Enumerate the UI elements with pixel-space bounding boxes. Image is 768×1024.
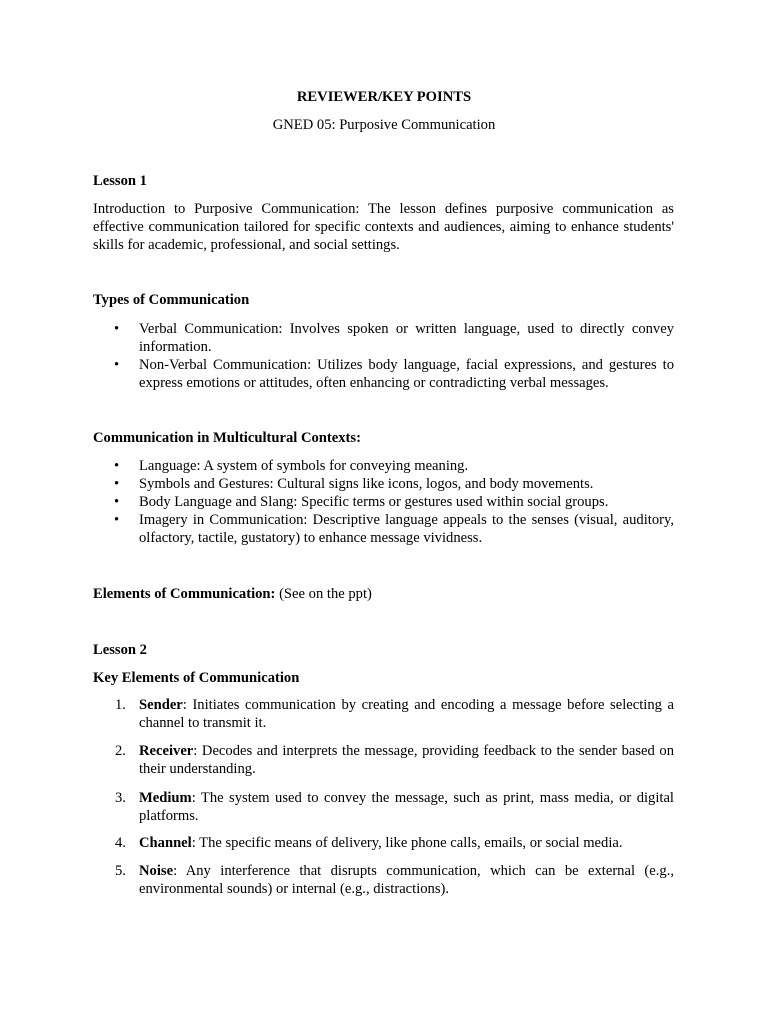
- item-term: Channel: [139, 835, 192, 851]
- bullet-icon: •: [114, 357, 120, 373]
- list-item: [93, 475, 674, 493]
- item-text: : Initiates communication by creating and encoding a message before selecting a channel to transmit it.: [139, 697, 674, 731]
- list-item: [93, 356, 674, 392]
- list-item: [93, 834, 674, 852]
- elements-heading: Elements of Communication:: [93, 586, 276, 602]
- lesson2-heading: Lesson 2: [93, 642, 147, 658]
- elements-line: [93, 585, 674, 603]
- list-item: [93, 742, 674, 778]
- bullet-icon: •: [114, 321, 120, 337]
- list-item: [93, 511, 674, 547]
- elements-note: (See on the ppt): [275, 586, 372, 602]
- item-number: 2.: [115, 743, 126, 759]
- item-term: Noise: [139, 863, 174, 879]
- list-item: [93, 320, 674, 356]
- key-elements-list: [93, 789, 674, 825]
- item-text: : The system used to convey the message, such as print, mass media, or digital platforms.: [139, 790, 674, 824]
- multicultural-heading: Communication in Multicultural Contexts:: [93, 430, 361, 446]
- item-text: : Decodes and interprets the message, providing feedback to the sender based on their understanding.: [139, 743, 674, 777]
- bullet-icon: •: [114, 512, 120, 528]
- key-elements-list: [93, 834, 674, 852]
- list-item: [93, 862, 674, 898]
- bullet-icon: •: [114, 476, 120, 492]
- list-item-text: Body Language and Slang: Specific terms or gestures used within social groups.: [139, 494, 609, 510]
- list-item-text: Imagery in Communication: Descriptive language appeals to the senses (visual, auditory, olfactory, tactile, gustatory) to enhance message vividness.: [139, 512, 674, 546]
- list-item: [93, 789, 674, 825]
- types-heading: Types of Communication: [93, 292, 250, 308]
- item-text: : The specific means of delivery, like phone calls, emails, or social media.: [191, 835, 623, 851]
- lesson1-heading: Lesson 1: [93, 173, 147, 189]
- document-title: REVIEWER/KEY POINTS: [296, 89, 472, 105]
- key-elements-list: [93, 696, 674, 732]
- lesson1-intro-paragraph: Introduction to Purposive Communication: The lesson defines purposive communication as effective communication tailored for specific contexts and audiences, aiming to enhance students' skills for academic, professional, and social settings.: [93, 201, 674, 253]
- list-item-text: Non-Verbal Communication: Utilizes body language, facial expressions, and gestures to express emotions or attitudes, often enhancing or contradicting verbal messages.: [139, 357, 674, 391]
- item-text: : Any interference that disrupts communication, which can be external (e.g., environmental sounds) or internal (e.g., distractions).: [139, 863, 674, 897]
- multicultural-list: [93, 457, 674, 547]
- document-subtitle: GNED 05: Purposive Communication: [272, 117, 496, 133]
- bullet-icon: •: [114, 494, 120, 510]
- list-item: [93, 493, 674, 511]
- list-item: [93, 457, 674, 475]
- bullet-icon: •: [114, 458, 120, 474]
- list-item-text: Symbols and Gestures: Cultural signs like icons, logos, and body movements.: [139, 476, 594, 492]
- key-elements-list: [93, 862, 674, 898]
- item-number: 3.: [115, 790, 126, 806]
- item-number: 4.: [115, 835, 126, 851]
- item-term: Medium: [139, 790, 192, 806]
- item-number: 5.: [115, 863, 126, 879]
- list-item-text: Language: A system of symbols for conveying meaning.: [139, 458, 469, 474]
- item-number: 1.: [115, 697, 126, 713]
- item-term: Sender: [139, 697, 183, 713]
- key-elements-heading: Key Elements of Communication: [93, 670, 300, 686]
- key-elements-list: [93, 742, 674, 778]
- list-item: [93, 696, 674, 732]
- item-term: Receiver: [139, 743, 194, 759]
- list-item-text: Verbal Communication: Involves spoken or written language, used to directly convey information.: [139, 321, 674, 355]
- types-list: [93, 320, 674, 392]
